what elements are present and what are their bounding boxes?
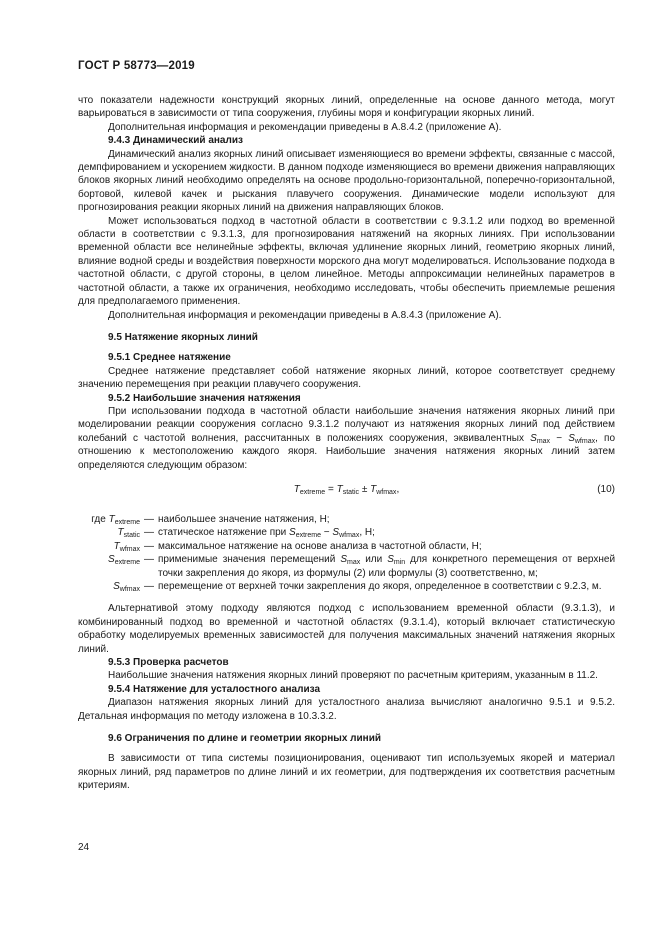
paragraph: Наибольшие значения натяжения якорных линий проверяют по расчетным критериям, указанным в 11.2.	[108, 670, 598, 682]
section-heading-9-5-3: 9.5.3 Проверка расчетов	[108, 657, 229, 669]
term-symbol: T	[108, 513, 115, 525]
term-symbol: T	[117, 527, 124, 539]
dash: —	[144, 581, 154, 592]
definition-row	[78, 580, 615, 593]
definition-text-part: статическое натяжение при	[158, 527, 287, 539]
definitions-list	[78, 513, 615, 593]
definition-row	[78, 540, 615, 553]
where-label: где	[91, 513, 106, 525]
formula-number: (10)	[597, 483, 615, 495]
section-heading-9-6: 9.6 Ограничения по длине и геометрии якорных линий	[108, 733, 382, 745]
paragraph: Альтернативой этому подходу являются подход с использованием временной области (9.3.1.3), и комбинированный подход во временной и частотной областях (9.3.1.4), который включает статистическую обработку моделируемых временных зависимостей для получения максимальных значений натяжения якорных линий.	[78, 603, 615, 655]
definition-term	[78, 553, 144, 580]
paragraph-text: , по отношению к местоположению каждого якоря. Наибольшие значения натяжения якорных линий затем определяются следующим образом:	[78, 432, 616, 471]
definition-text-part: или	[365, 554, 383, 566]
definition-text: максимальное натяжение на основе анализа в частотной области, Н;	[158, 540, 482, 552]
definition-term	[78, 526, 144, 539]
term-symbol: T	[113, 540, 120, 552]
definition-text: перемещение от верхней точки закрепления до якоря, определенное в соответствии с 9.2.3, м.	[158, 581, 602, 592]
definition-text: статическое натяжение при $S_{extreme} - S_{wfmax}$, Н;	[158, 527, 375, 540]
paragraph: Может использоваться подход в частотной области в соответствии с 9.3.1.2 или подход во временной области в соответствии с 9.3.1.3, для прогнозирования натяжений на якорных линиях. При использовании временной области все нелинейные эффекты, включая удлинение якорных линий, геометрию якорных линий, влияние водной среды и воздействия поверхности морского дна могут моделироваться. Использование подхода в частотной области, с другой стороны, в целом линейное. Методы аппроксимации нелинейных параметров в частотной области, а также их ограничения, необходимо исследовать, чтобы обеспечить приемлемые решения для предполагаемого применения.	[78, 215, 615, 308]
page-number: 24	[78, 842, 90, 853]
formula-10	[78, 481, 615, 503]
definition-term	[78, 580, 144, 593]
term-subscript: extreme	[114, 559, 140, 567]
dash: —	[144, 554, 154, 566]
paragraph: Дополнительная информация и рекомендации приведены в А.8.4.3 (приложение А).	[108, 309, 502, 321]
paragraph: Среднее натяжение представляет собой натяжение якорных линий, которое соответствует среднему значению перемещения при реакции плавучего сооружения.	[78, 365, 615, 391]
definition-term	[78, 540, 144, 553]
section-heading-9-5-4: 9.5.4 Натяжение для усталостного анализа	[108, 683, 321, 695]
paragraph: Динамический анализ якорных линий описывает изменяющиеся во времени эффекты, связанные с массой, демпфированием и ускорением жидкости. В данном подходе изменяющиеся во времени движения направляющих блоков якорных линий необходимо определять на основе продольно-горизонтальной, поперечно-горизонтальной, бортовой, килевой качек и рыскания плавучего сооружения. Динамические модели используют для прогнозирования реакции якорных линий на движения направляющих блоков.	[78, 148, 615, 214]
definition-text: применимые значения перемещений $S_{max}$ или $S_{min}$ для конкретного перемещения от верхней точки закрепления до якоря, из формулы (2) или формулы (3) соответственно, м;	[158, 554, 616, 579]
formula-expression: $T_{extreme} = T_{static} \pm T_{wfmax}$,	[293, 483, 400, 496]
paragraph: В зависимости от типа системы позиционирования, оценивают тип используемых якорей и материал якорных линий, ряд параметров по длине линий и их геометрии, для подтверждения их соответствия расчетным критериям.	[78, 753, 615, 792]
paragraph: что показатели надежности конструкций якорных линий, определенные на основе данного метода, могут варьироваться в зависимости от типа сооружения, глубины моря и конфигурации якорных линий.	[78, 95, 615, 120]
definition-text-part: для конкретного перемещения от верхней точки закрепления до якоря, из формулы (2) или формулы (3) соответственно, м;	[158, 554, 616, 579]
dash: —	[144, 513, 154, 525]
paragraph-text: При использовании подхода в частотной области наибольшие значения натяжения якорных линий при моделировании реакции сооружения согласно 9.3.1.2 получают из натяжения якорных линий под действием колебаний с частотой волнения, рассчитанных в положениях сооружения, эквивалентных	[78, 405, 615, 444]
definition-text-part: , Н;	[359, 527, 375, 539]
section-heading-9-5-1: 9.5.1 Среднее натяжение	[108, 352, 231, 364]
dash: —	[144, 527, 154, 539]
definition-term	[78, 513, 144, 526]
document-header: ГОСТ Р 58773—2019	[78, 60, 195, 72]
dash: —	[144, 540, 154, 552]
term-subscript: static	[123, 532, 140, 540]
section-heading-9-5: 9.5 Натяжение якорных линий	[108, 331, 258, 343]
section-heading-9-5-2: 9.5.2 Наибольшие значения натяжения	[108, 392, 301, 404]
section-heading-9-4-3: 9.4.3 Динамический анализ	[108, 135, 243, 147]
definition-row	[78, 513, 615, 526]
definition-row	[78, 526, 615, 539]
term-symbol: S	[108, 554, 115, 566]
paragraph: Дополнительная информация и рекомендации приведены в А.8.4.2 (приложение А).	[108, 121, 502, 133]
definition-row	[78, 553, 615, 580]
document-body	[78, 94, 615, 793]
term-subscript: wfmax	[119, 545, 140, 553]
term-symbol: S	[113, 581, 120, 592]
term-subscript: extreme	[114, 518, 140, 526]
definition-text: наибольшее значение натяжения, Н;	[158, 513, 330, 525]
definition-text-part: применимые значения перемещений	[158, 554, 336, 566]
term-subscript: wfmax	[119, 586, 140, 593]
paragraph: При использовании подхода в частотной области наибольшие значения натяжения якорных линий при моделировании реакции сооружения согласно 9.3.1.2 получают из натяжения якорных линий под действием колебаний с частотой волнения, рассчитанных в положениях сооружения, эквивалентных $S_{max} - S_{wfmax}$, по отношению к местоположению каждого якоря. Наибольшие значения натяжения якорных линий затем определяются следующим образом:	[78, 405, 616, 471]
paragraph: Диапазон натяжения якорных линий для усталостного анализа вычисляют аналогично 9.5.1 и 9.5.2. Детальная информация по методу изложена в 10.3.3.2.	[78, 697, 615, 722]
